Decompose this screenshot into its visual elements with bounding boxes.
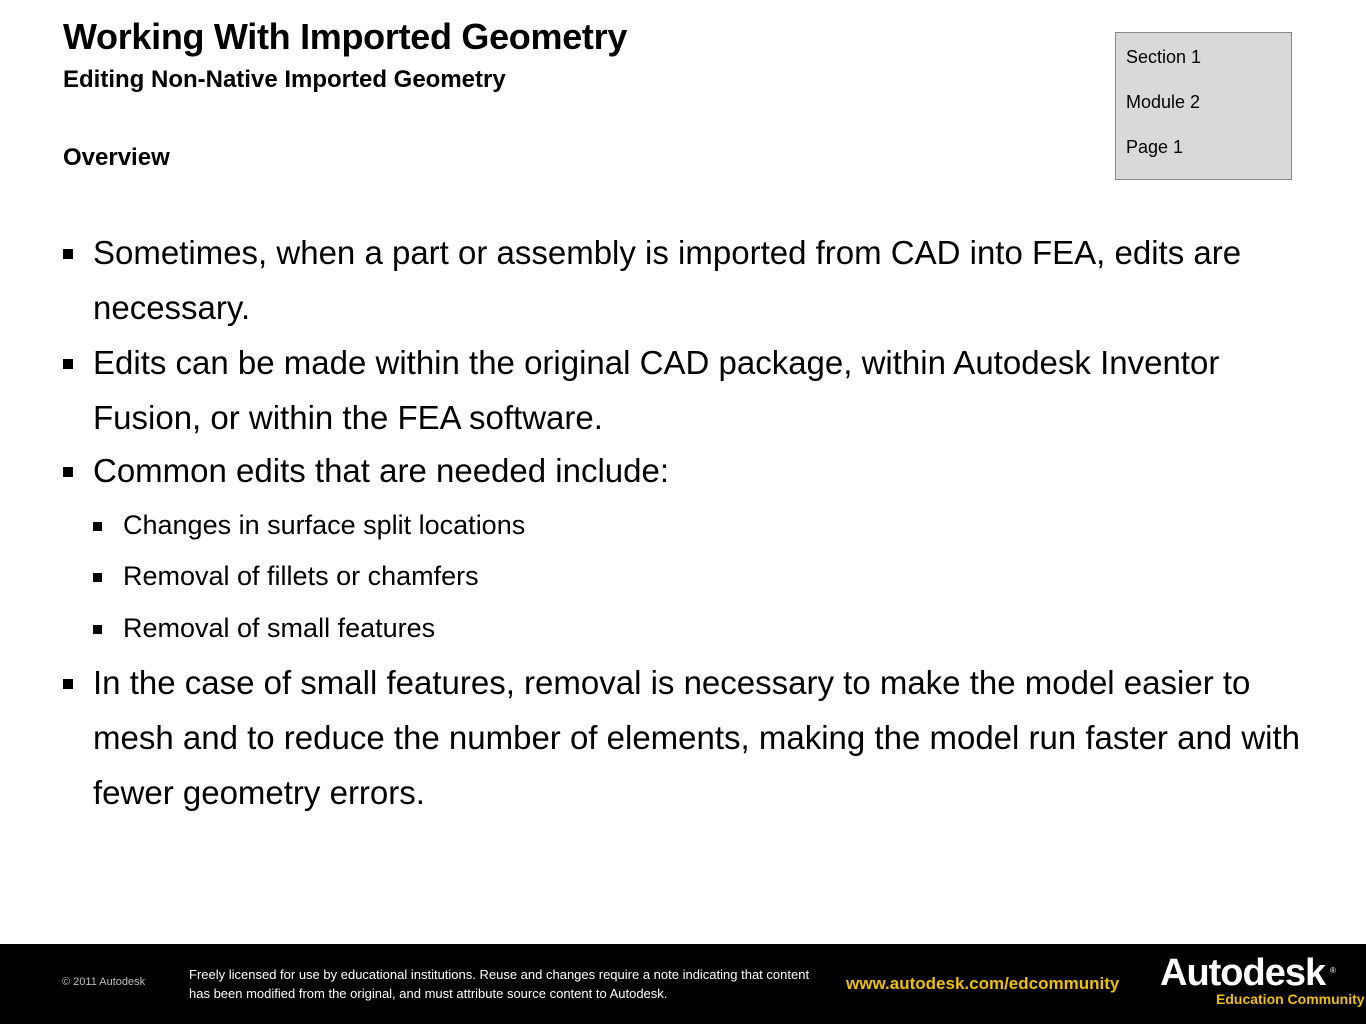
- bullet-item: [63, 335, 1303, 445]
- bullet-text: Sometimes, when a part or assembly is imported from CAD into FEA, edits are necessary.: [93, 234, 1242, 326]
- slide-subtitle: Editing Non-Native Imported Geometry: [63, 66, 506, 93]
- sub-bullet-text: Changes in surface split locations: [123, 510, 526, 540]
- autodesk-logo: Autodesk: [1160, 952, 1326, 994]
- sub-bullet-item: [93, 608, 1193, 648]
- footer-bar: [0, 944, 1366, 1024]
- bullet-item: [63, 225, 1303, 335]
- bullet-text: Common edits that are needed include:: [93, 452, 670, 489]
- sub-bullet-square-icon: [93, 625, 102, 634]
- edcommunity-link[interactable]: www.autodesk.com/edcommunity: [846, 974, 1120, 993]
- overview-heading: Overview: [63, 144, 170, 171]
- section-label: Section 1: [1126, 47, 1202, 67]
- slide-title: Working With Imported Geometry: [63, 16, 628, 57]
- copyright-text: © 2011 Autodesk: [62, 976, 146, 988]
- sub-bullet-text: Removal of fillets or chamfers: [123, 561, 479, 591]
- registered-mark: ®: [1330, 966, 1336, 975]
- bullet-text: Edits can be made within the original CAD package, within Autodesk Inventor Fusion, or within the FEA software.: [93, 344, 1220, 436]
- bullet-square-icon: [63, 467, 73, 477]
- license-text: Freely licensed for use by educational institutions. Reuse and changes require a note indicating that content has been modified from the original, and must attribute source content to Autodesk.: [189, 967, 810, 1001]
- sub-bullet-square-icon: [93, 522, 102, 531]
- sub-bullet-item: [93, 556, 1193, 596]
- bullet-square-icon: [63, 359, 73, 369]
- sub-bullet-item: [93, 505, 1193, 545]
- bullet-square-icon: [63, 679, 73, 689]
- page-label: Page 1: [1126, 137, 1184, 157]
- module-label: Module 2: [1126, 92, 1201, 112]
- section-info-box: [1115, 32, 1292, 180]
- sub-bullet-square-icon: [93, 573, 102, 582]
- bullet-item: [63, 443, 1303, 498]
- sub-bullet-text: Removal of small features: [123, 613, 436, 643]
- bullet-square-icon: [63, 249, 73, 259]
- bullet-item: [63, 655, 1303, 820]
- bullet-text: In the case of small features, removal is necessary to make the model easier to mesh and to reduce the number of elements, making the model run faster and with fewer geometry errors.: [93, 664, 1300, 811]
- education-community-label: Education Community: [1216, 991, 1365, 1007]
